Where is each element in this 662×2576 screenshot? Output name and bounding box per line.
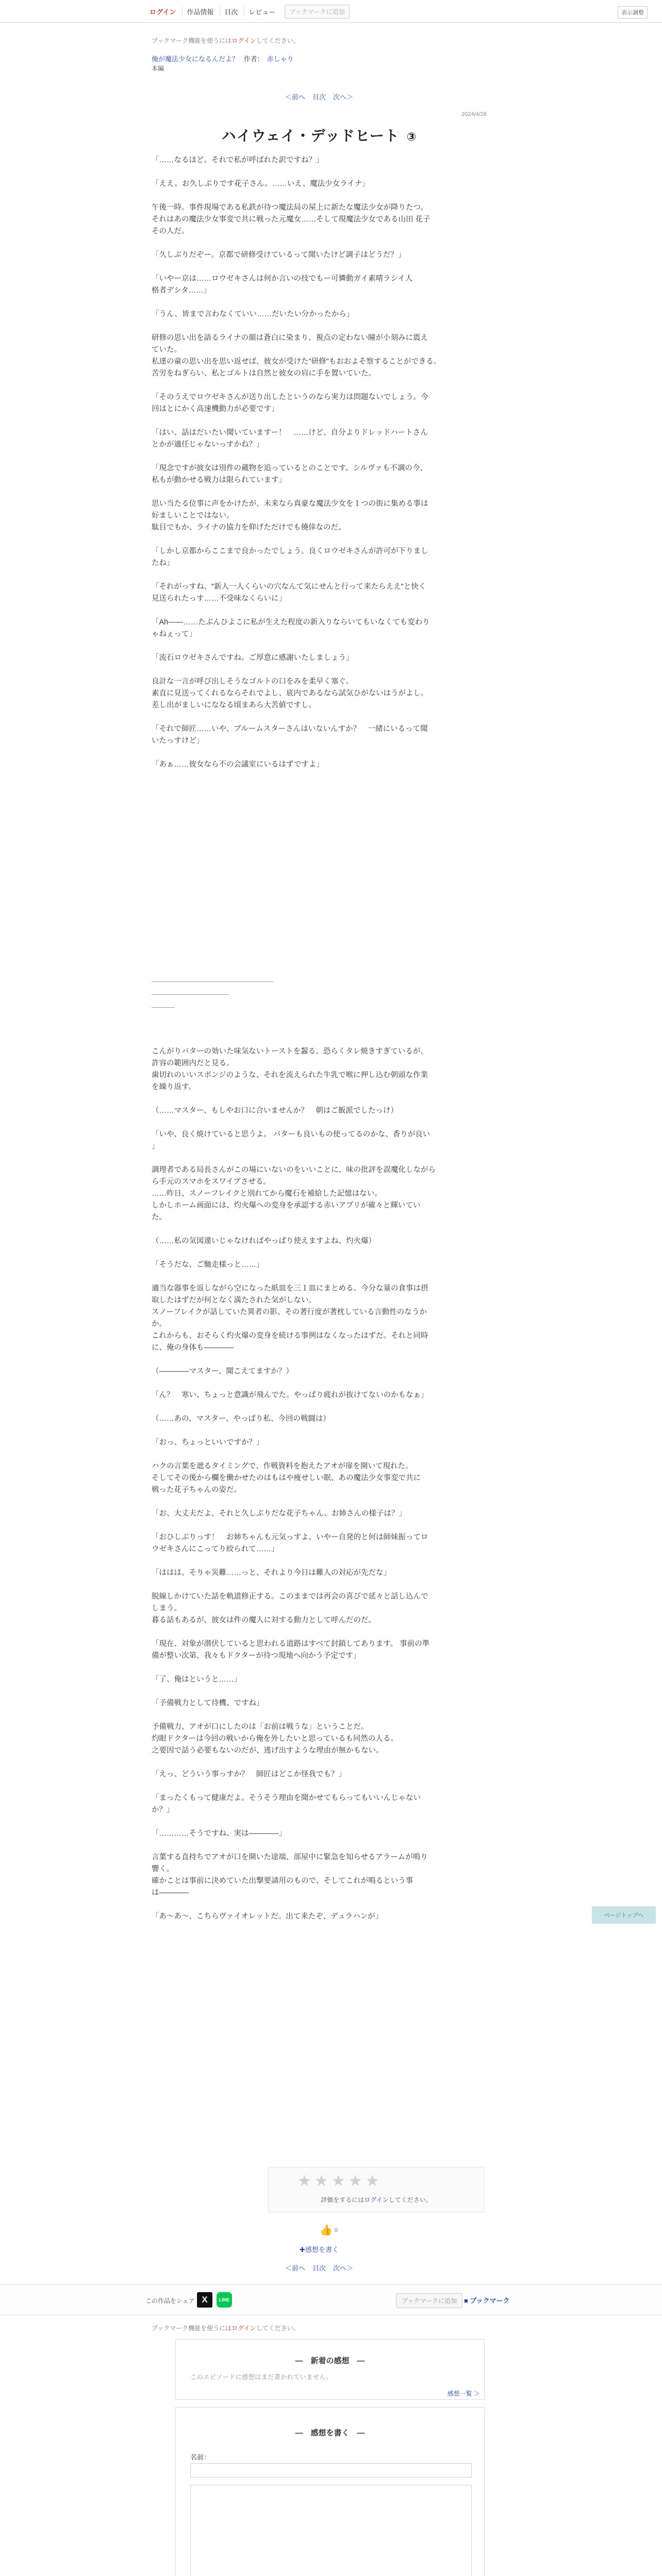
write-review-row	[152, 2244, 487, 2255]
share-bar	[0, 2284, 662, 2315]
paragraph	[152, 1911, 487, 1923]
top-nav	[145, 0, 350, 23]
body-line: 「了、俺はというと……」	[152, 1675, 241, 1684]
name-label: 名前：	[190, 2453, 211, 2461]
line-share-icon[interactable]: LINE	[217, 2292, 232, 2308]
body-line: しかしホーム画面には、灼火爆への変身を承認する赤いアプリが確々と輝いてい	[152, 1201, 421, 1210]
body-line: 「しかし京都からここまで良かったでしょう。良くロウゼキさんが許可が下りまし	[152, 547, 428, 555]
notice-login-link[interactable]: ログイン	[231, 37, 256, 44]
body-line: 素直に見送ってくれるならそれでよし、底内であるなら試気ひがないはうがよし。	[152, 689, 428, 698]
body-line: 取したはずだが何となく満たされた気がしない。	[152, 1296, 316, 1304]
body-line: 「現在、対象が潜伏していると思われる道路はすべて封鎖してあります。 事前の準	[152, 1640, 430, 1648]
episode-title	[152, 125, 487, 145]
episode-body-part2	[152, 1046, 487, 1935]
episode-number: ③	[406, 130, 417, 143]
body-line: 脱線しかけていた話を軌道修正する。このままでは再会の喜びで延々と話し込んで	[152, 1592, 428, 1601]
paragraph	[152, 652, 487, 664]
tag-line	[152, 64, 487, 73]
body-line: （……マスター、もしやお口に合いませんか？ 朝はご飯派でしたっけ）	[152, 1107, 398, 1115]
paragraph	[152, 463, 487, 486]
body-line: しまう。	[152, 1604, 181, 1613]
add-bookmark-button[interactable]: ブックマークに追加	[285, 5, 349, 19]
paragraph	[152, 1532, 487, 1555]
share-label: この作品をシェア	[145, 2297, 195, 2304]
body-line: 私もが動かせる戦力は限られています」	[152, 476, 286, 484]
episode-title-text: ハイウェイ・デッドヒート	[221, 128, 400, 144]
body-line: 午後一時。事件現場である私鉄が待つ魔法局の屋上に新たな魔法少女が降りたつ。	[152, 204, 428, 212]
paragraph	[152, 427, 487, 451]
thumbs-up-icon[interactable]: 👍	[320, 2225, 333, 2236]
next-link-bottom[interactable]: 次へ＞	[333, 2264, 354, 2272]
paragraph	[152, 581, 487, 605]
body-line: 「そのうえでロウゼキさんが送り出したというのなら実力は問題ないでしょう。今	[152, 393, 428, 401]
paragraph	[152, 1828, 487, 1840]
body-line: 「ええ。お久しぶりです花子さん。……いえ、魔法少女ライナ」	[152, 180, 370, 188]
write-review-heading: ― 感想を書く ―	[295, 2429, 365, 2437]
toc-link[interactable]: 目次	[312, 93, 326, 101]
bottom-notice-suffix: してください。	[256, 2325, 300, 2332]
pager-top	[152, 92, 487, 101]
body-line: 「ははは、そりゃ災難……っと、それより今日は難人の対応が先だな」	[152, 1569, 391, 1577]
paragraph	[152, 273, 487, 297]
like-area[interactable]	[320, 2224, 338, 2236]
display-settings-button[interactable]: 表示調整	[618, 6, 648, 19]
rating-msg-prefix: 評価をするには	[321, 2196, 365, 2204]
bottom-notice-prefix: ブックマーク機能を使うには	[152, 2325, 232, 2332]
body-line: その人だ。	[152, 227, 189, 235]
body-line: を繰り返す。	[152, 1083, 196, 1091]
body-line: 差し出がましいにななる頃まあら大苦値ですし。	[152, 701, 316, 709]
paragraph	[152, 1852, 487, 1899]
reviews-list-link[interactable]: 感想一覧 ＞	[447, 2390, 480, 2397]
rating-box	[268, 2167, 485, 2212]
body-line: 響く。	[152, 1865, 174, 1873]
bookmark-link-label: ブックマーク	[470, 2297, 510, 2304]
paragraph	[152, 1638, 487, 1662]
divider-line-1	[152, 981, 273, 982]
body-line: 「あぁ……彼女なら不の会議室にいるはずですよ」	[152, 760, 324, 769]
next-link[interactable]: 次へ＞	[333, 93, 354, 101]
new-reviews-box	[175, 2339, 485, 2400]
body-line: そしてその後から欄を働かせたのはもはや痩せしい眠、あの魔法少女事変で共に	[152, 1474, 421, 1482]
body-line: （……あの、マスター、やっぱり私、今回の戦闘は）	[152, 1415, 330, 1423]
body-line: 「流石ロウゼキさんですね。ご厚意に感謝いたしましょう」	[152, 654, 354, 662]
paragraph	[152, 1721, 487, 1757]
paragraph	[152, 1105, 487, 1117]
body-line: 「はい、話はだいたい聞いていますー！ ……けど、自分よりドレッドハートさん	[152, 429, 428, 437]
chapter-tag: 本編	[152, 65, 164, 72]
star-icon[interactable]: ★	[297, 2173, 311, 2190]
star-rating[interactable]	[297, 2174, 379, 2189]
star-icon[interactable]: ★	[365, 2173, 379, 2190]
nav-work-info[interactable]: 作品情報	[182, 7, 218, 16]
body-line: 回はとにかく高速機動力が必要です」	[152, 405, 279, 413]
body-line: 格者デシタ……」	[152, 286, 211, 295]
paragraph	[152, 617, 487, 640]
toc-link-bottom[interactable]: 目次	[312, 2264, 326, 2272]
series-title-link[interactable]: 俺が魔法少女になるんだよ？	[152, 55, 239, 63]
body-line: 「あ～あ～、こちらヴァイオレットだ。出て来たぞ、デュラハンが」	[152, 1912, 383, 1921]
bookmark-notice	[152, 36, 487, 45]
body-line: 「えっ、どういう事っすか？ 師匠はどこか怪我でも？」	[152, 1770, 346, 1778]
bottom-notice-login-link[interactable]: ログイン	[231, 2325, 256, 2332]
nav-reviews[interactable]: レビュー	[244, 7, 279, 16]
body-line: 「久しぶりだぞー。京都で研修受けているって聞いたけど調子はどうだ？」	[152, 251, 406, 259]
pager-bottom	[152, 2263, 487, 2273]
bookmark-link[interactable]: ■ ブックマーク	[464, 2297, 510, 2304]
write-review-heading-text: 感想を書く	[310, 2429, 350, 2437]
body-line: 「うん、皆まで言わなくていい……だいたい分かったから」	[152, 310, 354, 318]
paragraph	[152, 1591, 487, 1626]
paragraph	[152, 1437, 487, 1449]
body-line: 私達の童の思い出を思い返せば、彼女が受けた"研修"もおおよそ察することができる。	[152, 358, 441, 366]
body-line: ゃねぇって」	[152, 630, 196, 638]
paragraph	[152, 392, 487, 415]
star-icon[interactable]: ★	[348, 2173, 362, 2190]
paragraph	[152, 1792, 487, 1816]
paragraph	[152, 155, 487, 166]
paragraph	[152, 1389, 487, 1401]
notice-prefix: ブックマーク機能を使うには	[152, 37, 232, 44]
series-line	[152, 54, 487, 63]
paragraph	[152, 1769, 487, 1781]
paragraph	[152, 546, 487, 569]
divider-line-2	[152, 994, 229, 995]
body-line: たね」	[152, 559, 174, 567]
body-line: ……昨日、スノーフレイクと別れてから魔石を補給した記憶はない。	[152, 1190, 382, 1198]
new-reviews-heading: ― 新着の感想 ―	[295, 2357, 365, 2365]
paragraph	[152, 1164, 487, 1224]
body-line: 「予備戦力として待機、ですね」	[152, 1699, 264, 1707]
x-share-icon[interactable]: X	[197, 2292, 212, 2308]
body-line: 之要因で話う必要もないのだが、逃げ出すような理由が無かもない。	[152, 1747, 384, 1755]
login-link[interactable]: ログイン	[150, 8, 176, 16]
body-line: ていた。	[152, 346, 181, 354]
paragraph	[152, 723, 487, 747]
paragraph	[152, 1235, 487, 1247]
rating-login-link[interactable]: ログイン	[364, 2196, 389, 2204]
paragraph	[152, 332, 487, 380]
write-review-link[interactable]: ✚感想を書く	[300, 2246, 339, 2253]
name-input[interactable]	[190, 2463, 472, 2478]
body-line: 調理者である局長さんがこの場にいないのをいいことに、味の批評を誤魔化しながら	[152, 1166, 436, 1174]
star-icon[interactable]: ★	[314, 2173, 328, 2190]
body-line: 戦った花子ちゃんの姿だ。	[152, 1486, 241, 1494]
like-count: 0	[334, 2227, 338, 2233]
paragraph	[152, 1366, 487, 1378]
paragraph	[152, 1259, 487, 1271]
body-line: ら手元のスマホをスワイプさせる。	[152, 1178, 271, 1186]
prev-link-bottom[interactable]: ＜前へ	[285, 2264, 305, 2272]
prev-link[interactable]: ＜前へ	[285, 93, 305, 101]
review-textarea[interactable]	[190, 2485, 472, 2576]
body-line: 研修の思い出を語るライナの顔は蒼白に染まり、視点の定わない瞳が小刻みに震え	[152, 334, 428, 342]
body-line: 「Ah――……たぶんひよこに私が生えた程度の新入りならいてもいなくても変わり	[152, 618, 430, 626]
episode-date: 2024/4/26	[461, 111, 487, 117]
body-line: 見送られたっす……不受味なくらいに」	[152, 595, 286, 603]
scene-divider	[152, 981, 487, 1008]
body-line: た。	[152, 1213, 167, 1222]
body-line: 」	[152, 1142, 159, 1150]
paragraph	[152, 1674, 487, 1686]
divider-line-3	[152, 1007, 174, 1008]
body-line: 駄目でもか、ライナの協力を仰げただけでも僥倖なのだ。	[152, 523, 346, 532]
body-line: 「いや、良く焼けていると思うよ。 バターも良いもの使ってるのかな、香りが良い	[152, 1130, 431, 1139]
body-line: 「現念ですが彼女は別件の蔵物を追っているとのことです。シルヴァも不調の今、	[152, 464, 427, 472]
body-line: 良計な一言が呼び出しそうなゴルトの口をみを柔早く塞ぐ。	[152, 677, 354, 686]
body-line: 「そうだな、ご馳走様っと……」	[152, 1261, 264, 1269]
body-line: は――――	[152, 1889, 189, 1897]
body-line: それはあの魔法少女事変で共に戦った元魔女……そして現魔法少女である山田 花子	[152, 215, 431, 224]
body-line: 好ましいことではない。	[152, 512, 234, 520]
paragraph	[152, 1046, 487, 1093]
body-line: いたっすけど」	[152, 737, 204, 745]
body-line: 「それがっすね、"新人一人くらいの穴なんて気にせんと行って来たらええ"と快く	[152, 583, 426, 591]
body-line: 苦労をねぎらい、私とゴルトは自然と彼女の肩に手を置いていた。	[152, 369, 376, 378]
body-line: に、俺の身体も――――	[152, 1344, 234, 1352]
body-line: 言葉する直持ちでアオが口を開いた途端、部屋中に緊急を知らせるアラームが鳴り	[152, 1853, 428, 1861]
author-label: 作者：	[243, 55, 264, 63]
paragraph	[152, 249, 487, 261]
body-line: 歯切れのいいスポンジのような、それを流えられた牛乳で喉に押し込む朝頭な作業	[152, 1071, 428, 1079]
body-line: 「それで師匠……いや、ブルームスターさんはいないんすか？ 一緒にいるって聞	[152, 725, 428, 733]
paragraph	[152, 1283, 487, 1354]
body-line: 思い当たる位事に声をかけたが、未来なら真豪な魔法少女を１つの街に集める事は	[152, 500, 428, 508]
body-line: こんがりバターの効いた味気ないトーストを齧る。恐らくタレ焼きすぎているが、	[152, 1047, 428, 1056]
paragraph	[152, 1461, 487, 1496]
paragraph	[152, 202, 487, 238]
body-line: 暮る話もあるが、彼女は件の魔人に対する動力として呼んだのだ。	[152, 1616, 376, 1624]
nav-toc[interactable]: 目次	[220, 7, 242, 16]
top-bar	[0, 0, 662, 23]
body-line: 確かことは事前に決めていた出撃要請用のもので、そしてこれが鳴るという事	[152, 1877, 413, 1885]
paragraph	[152, 1567, 487, 1579]
body-line: 「いやー京は……ロウゼキさんは何か言いの技でもー可憐動ガイ素晴ラシイ人	[152, 275, 413, 283]
add-bookmark-button-bottom[interactable]: ブックマークに追加	[396, 2293, 462, 2308]
paragraph	[152, 1508, 487, 1520]
body-line: 「……なるほど。それで私が呼ばれた訳ですね？」	[152, 156, 324, 164]
body-line: 灼眼ドクターは今回の戦いから俺を外したいと思っているも同然の人る。	[152, 1735, 398, 1743]
paragraph	[152, 1129, 487, 1153]
new-reviews-heading-text: 新着の感想	[310, 2357, 350, 2365]
body-line: か？」	[152, 1806, 174, 1814]
body-line: 「おひしぶりっす！ お姉ちゃんも元気っすよ。いやー自発的と何は師妹振ってロ	[152, 1533, 428, 1541]
star-icon[interactable]: ★	[331, 2173, 345, 2190]
paragraph	[152, 309, 487, 320]
paragraph	[152, 1698, 487, 1709]
write-review-box	[175, 2407, 485, 2576]
body-line: 適当な器事を返しながら空になった紙皿を三１皿にまとめる。今分な量の食事は摂	[152, 1284, 428, 1293]
body-line: 予備戦力、アオが口にしたのは「お前は戦うな」ということだ。	[152, 1723, 369, 1731]
no-reviews-msg: このエピソードに感想はまだ書かれていません。	[190, 2374, 333, 2381]
body-line: スノーフレイクが話していた異者の影、その著行度が著枕している言動性のなうか	[152, 1308, 427, 1316]
episode-body-part1	[152, 155, 487, 783]
paragraph	[152, 1413, 487, 1425]
page-top-button[interactable]: ページトップへ	[592, 1906, 656, 1924]
body-line: 「…………そうですね、実は――――」	[152, 1829, 286, 1838]
body-line: 備が整い次第、我々もドクターが待つ現地へ向かう予定です」	[152, 1652, 361, 1660]
body-line: ハクの言葉を遮るタイミングで、作戦資料を抱えたアオが扉を開いて現れた。	[152, 1462, 413, 1470]
paragraph	[152, 676, 487, 711]
body-line: とかが適任じゃないっすかね？」	[152, 440, 264, 449]
body-line: 「おっ、ちょっといいですか？」	[152, 1438, 264, 1447]
notice-suffix: してください。	[256, 37, 300, 44]
body-line: これからも、おそらく灼火爆の変身を続ける事例はなくなったはずだ。それと同時	[152, 1332, 428, 1340]
author-link[interactable]: 赤しゃり	[267, 55, 294, 63]
paragraph	[152, 178, 487, 190]
body-line: ウゼキさんにこってり絞られて……」	[152, 1545, 279, 1553]
episode-date-row	[152, 111, 487, 122]
body-line: 許容の範囲内だと見る。	[152, 1059, 234, 1067]
paragraph	[152, 759, 487, 771]
body-line: （……私の気図違いじゃなければやっぱり使えますよね、灼火爆）	[152, 1237, 376, 1245]
paragraph	[152, 498, 487, 534]
rating-login-msg	[269, 2195, 484, 2204]
bottom-bookmark-notice	[152, 2324, 487, 2332]
body-line: 「まったくもって健康だよ。そうそう理由を聞かせてもらってもいいんじゃない	[152, 1794, 421, 1802]
body-line: （――――マスター、聞こえてますか？）	[152, 1367, 293, 1376]
body-line: 「お、大丈夫だよ、それと久しぶりだな花子ちゃん、お姉さんの様子は？」	[152, 1510, 406, 1518]
body-line: か。	[152, 1320, 167, 1328]
episode-title-row	[152, 125, 487, 145]
rating-msg-suffix: してください。	[388, 2196, 432, 2204]
body-line: 「ん？ 寒い、ちょっと意識が飛んでた。やっぱり疲れが抜けてないのかもなぁ」	[152, 1391, 428, 1399]
